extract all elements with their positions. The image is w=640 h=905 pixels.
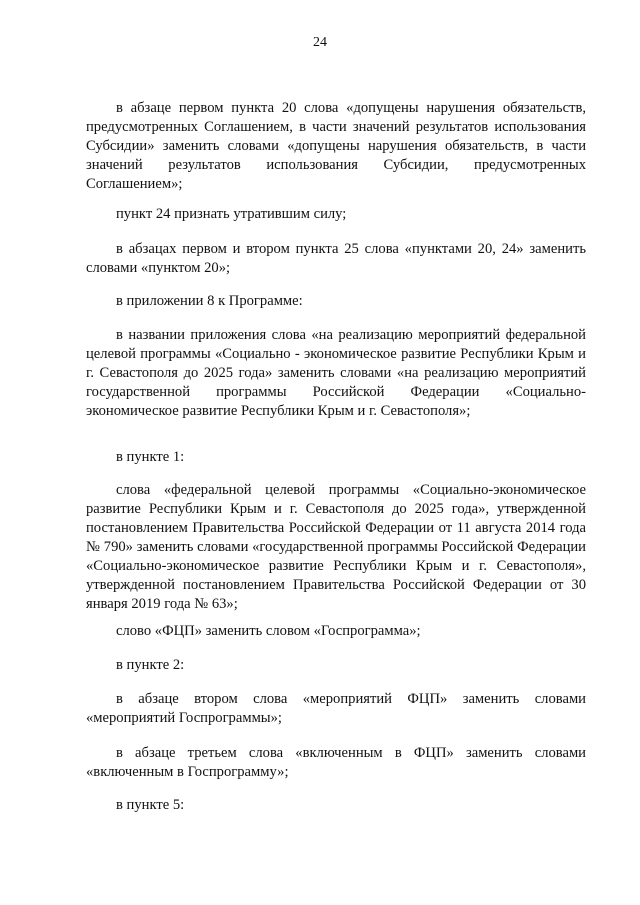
- paragraph-5: в названии приложения слова «на реализацию мероприятий федеральной целевой программы «Социально - экономическое развитие Республики Крым и г. Севастополя до 2025 года» заменить словами «на реализацию мероприятий государственной программы Российской Федерации «Социально-экономическое развитие Республики Крым и г. Севастополя»;: [86, 327, 586, 419]
- paragraph-10: в абзаце втором слова «мероприятий ФЦП» заменить словами «мероприятий Госпрограммы»;: [86, 691, 586, 726]
- paragraph-2: пункт 24 признать утратившим силу;: [116, 206, 347, 222]
- paragraph-7: слова «федеральной целевой программы «Социально-экономическое развитие Республики Крым и г. Севастополя до 2025 года», утвержденной постановлением Правительства Российской Федерации от 11 августа 2014 года № 790» заменить словами «государственной программы Российской Федерации «Социально-экономическое развитие Республики Крым и г. Севастополя», утвержденной постановлением Правительства Российской Федерации от 30 января 2019 года № 63»;: [86, 482, 586, 612]
- paragraph-8: слово «ФЦП» заменить словом «Госпрограмма»;: [116, 623, 421, 639]
- paragraph-11: в абзаце третьем слова «включенным в ФЦП» заменить словами «включенным в Госпрограмму»;: [86, 745, 586, 780]
- paragraph-4: в приложении 8 к Программе:: [116, 293, 303, 309]
- paragraph-6: в пункте 1:: [116, 449, 185, 465]
- paragraph-1: в абзаце первом пункта 20 слова «допущены нарушения обязательств, предусмотренных Соглашением, в части значений результатов использования Субсидии» заменить словами «допущены нарушения обязательств, в части значений результатов использования Субсидии, предусмотренных Соглашением»;: [86, 100, 586, 192]
- paragraph-9: в пункте 2:: [116, 657, 185, 673]
- page-number: 24: [313, 35, 327, 50]
- paragraph-3: в абзацах первом и втором пункта 25 слова «пунктами 20, 24» заменить словами «пунктом 20»;: [86, 241, 586, 276]
- paragraph-12: в пункте 5:: [116, 797, 185, 813]
